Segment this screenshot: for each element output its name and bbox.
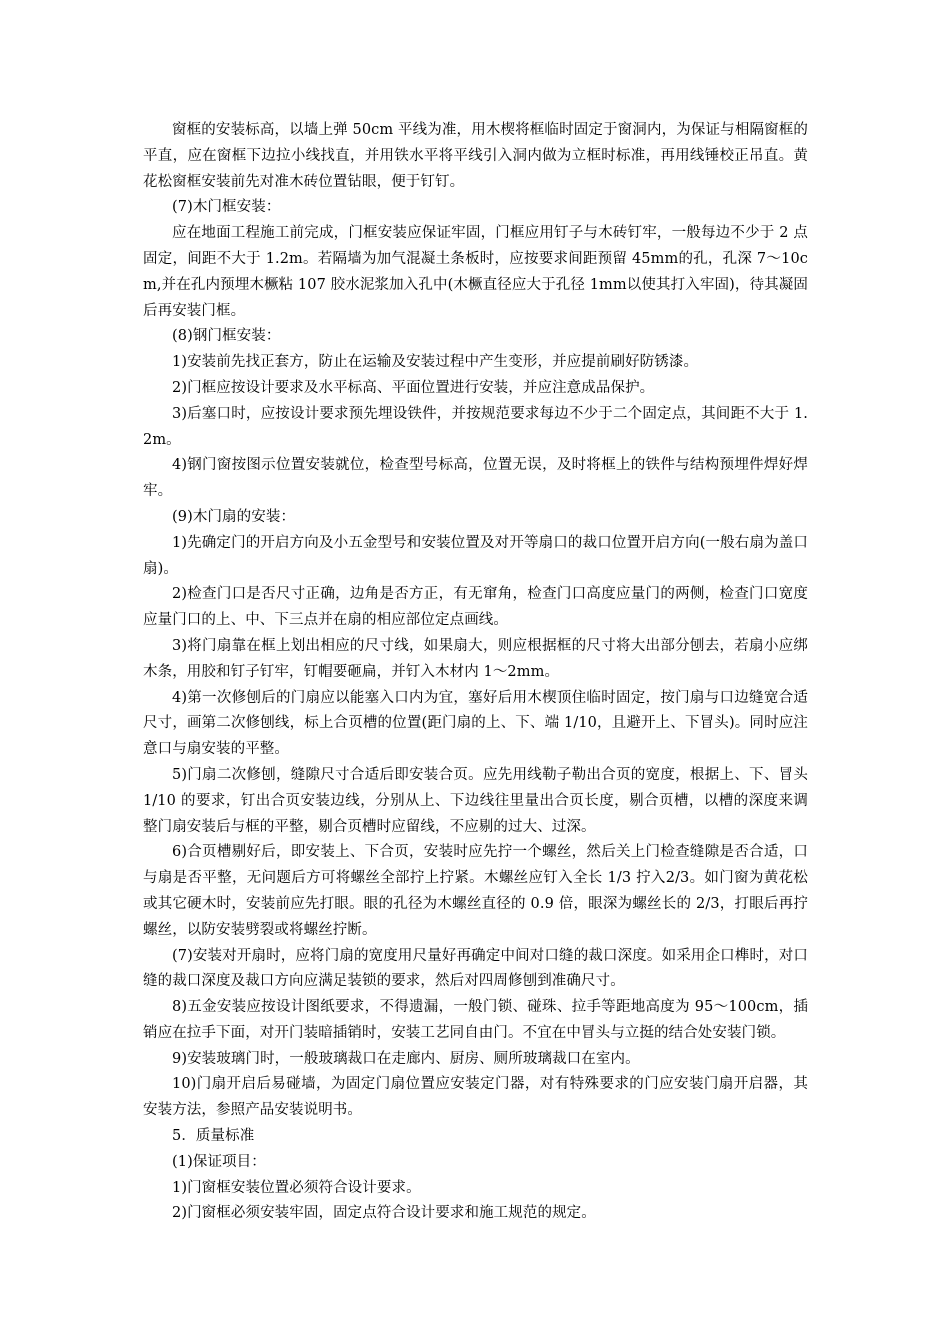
list-item: 1)门窗框安装位置必须符合设计要求。 (172, 1179, 421, 1196)
list-item: 1)先确定门的开启方向及小五金型号和安装位置及对开等扇口的裁口位置开启方向(一般右扇为盖口扇)。 (143, 534, 808, 577)
list-item: (7)安装对开扇时，应将门扇的宽度用尺量好再确定中间对口缝的裁口深度。如采用企口榫时，对口缝的裁口深度及裁口方向应满足装锁的要求，然后对四周修刨到准确尺寸。 (143, 947, 808, 990)
list-item: 6)合页槽剔好后，即安装上、下合页，安装时应先拧一个螺丝，然后关上门检查缝隙是否合适，口与扇是否平整，无问题后方可将螺丝全部拧上拧紧。木螺丝应钉入全长 1/3 拧入2/3。如门窗为黄花松或其它硬木时，安装前应先打眼。眼的孔径为木螺丝直径的 0.9 倍，眼深为螺丝长的 2/3，打眼后再拧螺丝，以防安装劈裂或将螺丝拧断。 (143, 844, 808, 938)
list-item: 2)门框应按设计要求及水平标高、平面位置进行安装，并应注意成品保护。 (172, 379, 655, 396)
list-item: 8)五金安装应按设计图纸要求，不得遗漏，一般门锁、碰珠、拉手等距地高度为 95～100cm，插销应在拉手下面，对开门装暗插销时，安装工艺同自由门。不宜在中冒头与立挺的结合处安装门锁。 (143, 999, 808, 1041)
list-item: 4)钢门窗按图示位置安装就位，检查型号标高，位置无误，及时将框上的铁件与结构预埋件焊好焊牢。 (143, 457, 808, 500)
list-item: 5)门扇二次修刨，缝隙尺寸合适后即安装合页。应先用线勒子勒出合页的宽度，根据上、下、冒头 1/10 的要求，钉出合页安装边线，分别从上、下边线往里量出合页长度，剔合页槽，以槽的深度来调整门扇安装后与框的平整，剔合页槽时应留线，不应剔的过大、过深。 (143, 766, 808, 835)
list-item: 10)门扇开启后易碰墙，为固定门扇位置应安装定门器，对有特殊要求的门应安装门扇开启器，其安装方法，参照产品安装说明书。 (143, 1076, 808, 1119)
list-item: 3)将门扇靠在框上划出相应的尺寸线，如果扇大，则应根据框的尺寸将大出部分刨去，若扇小应绑木条，用胶和钉子钉牢，钉帽要砸扁，并钉入木材内 1～2mm。 (143, 637, 808, 680)
list-item: 2)门窗框必须安装牢固，固定点符合设计要求和施工规范的规定。 (172, 1205, 596, 1222)
paragraph: 窗框的安装标高，以墙上弹 50cm 平线为准，用木楔将框临时固定于窗洞内，为保证与相隔窗框的平直，应在窗框下边拉小线找直，并用铁水平将平线引入洞内做为立框时标准，再用线锤校正吊直。黄花松窗框安装前先对准木砖位置钻眼，便于钉钉。 (143, 122, 808, 190)
section-heading: (1)保证项目： (172, 1153, 266, 1170)
section-heading: (7)木门框安装： (172, 199, 281, 216)
document-body (143, 118, 808, 1227)
list-item: 3)后塞口时，应按设计要求预先埋设铁件，并按规范要求每边不少于二个固定点，其间距不大于 1.2m。 (143, 405, 808, 448)
list-item: 9)安装玻璃门时，一般玻璃裁口在走廊内、厨房、厕所玻璃裁口在室内。 (172, 1050, 640, 1067)
list-item: 1)安装前先找正套方，防止在运输及安装过程中产生变形，并应提前刷好防锈漆。 (172, 354, 699, 371)
list-item: 2)检查门口是否尺寸正确，边角是否方正，有无窜角，检查门口高度应量门的两侧，检查门口宽度应量门口的上、中、下三点并在扇的相应部位定点画线。 (143, 586, 808, 629)
paragraph: 应在地面工程施工前完成，门框安装应保证牢固，门框应用钉子与木砖钉牢，一般每边不少于 2 点固定，间距不大于 1.2m。若隔墙为加气混凝土条板时，应按要求间距预留 45mm的孔，孔深 7～10cm,并在孔内预埋木橛粘 107 胶水泥浆加入孔中(木橛直径应大于孔径 1mm以使其打入牢固)，待其凝固后再安装门框。 (143, 225, 808, 319)
section-heading: 5．质量标准 (172, 1128, 255, 1145)
section-heading: (8)钢门框安装： (172, 328, 281, 345)
section-heading: (9)木门扇的安装： (172, 508, 296, 525)
list-item: 4)第一次修刨后的门扇应以能塞入口内为宜，塞好后用木楔顶住临时固定，按门扇与口边缝宽合适尺寸，画第二次修刨线，标上合页槽的位置(距门扇的上、下、端 1/10，且避开上、下冒头)。同时应注意口与扇安装的平整。 (143, 689, 808, 758)
